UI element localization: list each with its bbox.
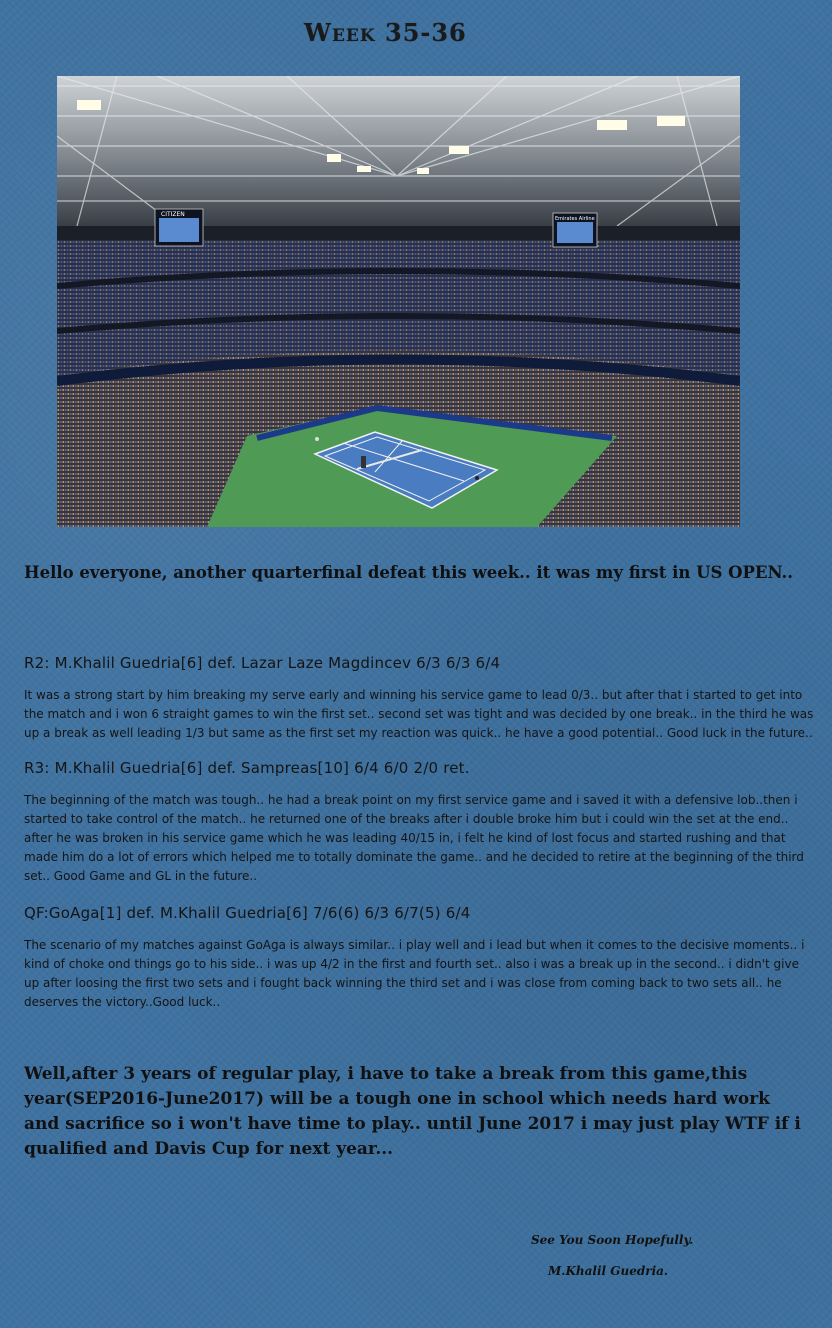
right-screen-text: Emirates Airline bbox=[555, 216, 595, 222]
stadium-photo bbox=[57, 76, 740, 527]
match-qf-title: QF:GoAga[1] def. M.Khalil Guedria[6] 7/6(6) 6/3 6/7(5) 6/4 bbox=[24, 904, 471, 922]
outro-paragraph: Well,after 3 years of regular play, i have to take a break from this game,this year(SEP2016-June2017) will be a tough one in school which needs hard work and sacrifice so i won't have time to play.. until June 2017 i may just play WTF if i qualified and Davis Cup for next year... bbox=[24, 1064, 801, 1159]
intro-paragraph: Hello everyone, another quarterfinal defeat this week.. it was my first in US OPEN.. bbox=[24, 563, 793, 582]
match-qf-text: The scenario of my matches against GoAga is always similar.. i play well and i lead but when it comes to the decisive moments.. i kind of choke ond things go to his side.. i was up 4/2 in the first and fourth set.. also i was a break up in the second.. i didn't give up after loosing the first two sets and i fought back winning the third set and i was close from coming back to two sets all.. he deserves the victory..Good luck.. bbox=[24, 938, 805, 1009]
signature-name: M.Khalil Guedria. bbox=[548, 1264, 669, 1278]
page-title: Week 35-36 bbox=[304, 18, 467, 47]
left-screen-text: CITIZEN bbox=[161, 211, 185, 218]
match-r3-text: The beginning of the match was tough.. he had a break point on my first service game and i saved it with a defensive lob..then i started to take control of the match.. he returned one of the breaks after i double broke him but i could win the set at the end.. after he was broken in his service game which he was leading 40/15 in, i felt he kind of lost focus and started rushing and that made him do a lot of errors which helped me to totally dominate the game.. and he decided to retire at the beginning of the third set.. Good Game and GL in the future.. bbox=[24, 793, 804, 883]
match-r3-title: R3: M.Khalil Guedria[6] def. Sampreas[10] 6/4 6/0 2/0 ret. bbox=[24, 759, 470, 777]
match-r2-text: It was a strong start by him breaking my serve early and winning his service game to lead 0/3.. but after that i started to get into the match and i won 6 straight games to win the first set.. second set was tight and was decided by one break.. in the third he was up a break as well leading 1/3 but same as the first set my reaction was quick.. he have a good potential.. Good luck in the future.. bbox=[24, 688, 814, 740]
tennis-stadium-illustration bbox=[57, 76, 740, 527]
match-r2-title: R2: M.Khalil Guedria[6] def. Lazar Laze Magdincev 6/3 6/3 6/4 bbox=[24, 654, 501, 672]
signature-greeting: See You Soon Hopefully. bbox=[531, 1233, 694, 1247]
